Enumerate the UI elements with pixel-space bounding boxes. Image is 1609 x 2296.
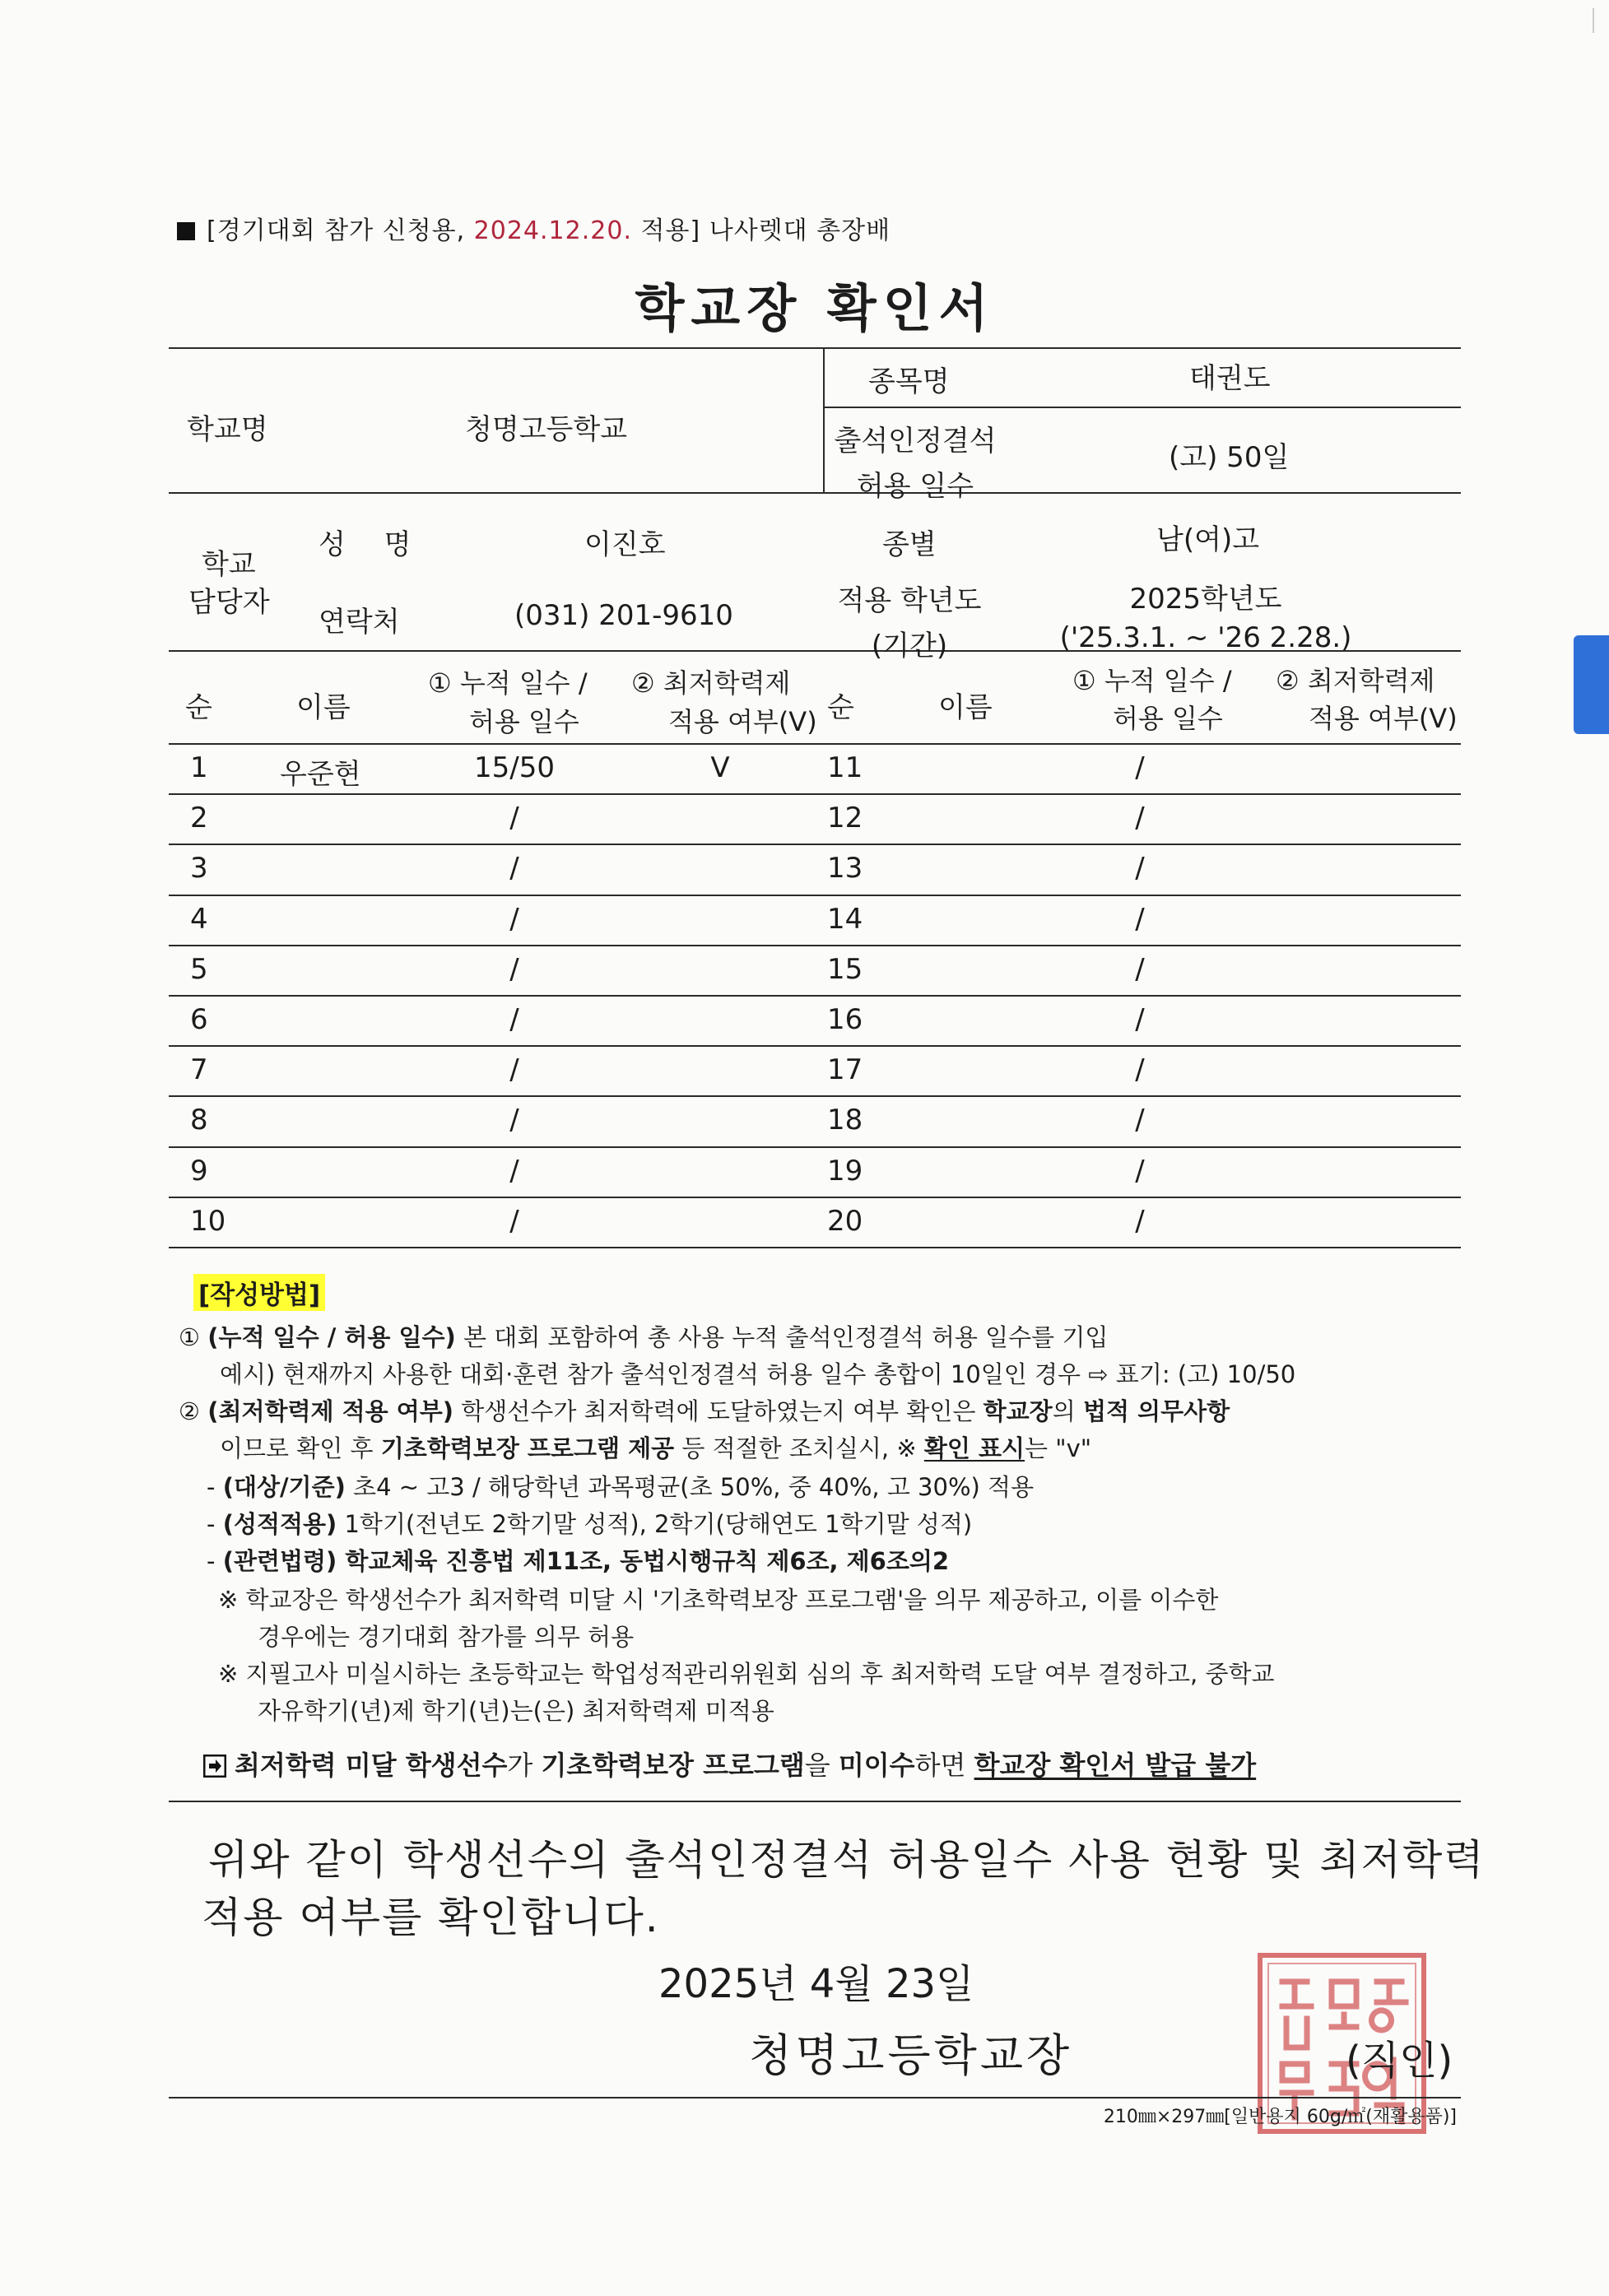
col-days-right-2: 허용 일수 (1113, 703, 1223, 734)
remark-2-line2: 자유학기(년)제 학기(년)는(은) 최저학력제 미적용 (258, 1697, 774, 1725)
name-label: 성 명 (319, 528, 426, 561)
name-value: 이진호 (584, 528, 666, 561)
col-days-left-2: 허용 일수 (469, 706, 579, 737)
seal-mark: (직인) (1346, 2038, 1453, 2084)
row-number: 10 (190, 1205, 226, 1238)
principal-name: 청명고등학교장 (749, 2029, 1073, 2081)
instruction-1: ① (누적 일수 / 허용 일수) 본 대회 포함하여 총 사용 누적 출석인정결석 허용 일수를 기입 (179, 1323, 1109, 1351)
row-number: 17 (827, 1053, 863, 1086)
absence-value: (고) 50일 (1169, 441, 1290, 474)
row-rule (169, 1146, 1461, 1148)
row-number: 11 (827, 751, 863, 784)
row-number: 2 (190, 802, 208, 834)
days-value: / (509, 1155, 519, 1188)
page-title: 학교장 확인서 (635, 278, 995, 338)
row-number: 13 (827, 852, 863, 885)
days-value: 15/50 (474, 751, 555, 784)
paper-spec: 210㎜×297㎜[일반용지 60g/㎡(재활용품)] (1103, 2107, 1457, 2127)
row-rule (169, 1197, 1461, 1198)
year-label: 적용 학년도 (기간) (837, 584, 982, 662)
days-value: / (509, 852, 519, 885)
blue-sticky-tab (1574, 635, 1609, 734)
row-rule (169, 945, 1461, 946)
days-value: / (509, 1053, 519, 1086)
type-value: 남(여)고 (1156, 523, 1260, 556)
contact-value: (031) 201-9610 (514, 599, 733, 632)
row-rule (169, 793, 1461, 795)
remark-1-line2: 경우에는 경기대회 참가를 의무 허용 (258, 1623, 635, 1651)
rule (169, 743, 1461, 745)
student-name: 우준현 (280, 758, 361, 791)
row-number: 16 (827, 1003, 863, 1036)
days-value: / (509, 1205, 519, 1238)
header-note: [경기대회 참가 신청용, 2024.12.20. 적용] 나사렛대 총장배 (177, 210, 891, 246)
apply-date: 2024.12.20. (473, 216, 632, 245)
school-name-value: 청명고등학교 (465, 413, 628, 446)
row-number: 12 (827, 802, 863, 834)
bullet-target: - (대상/기준) 초4 ~ 고3 / 해당학년 과목평균(초 50%, 중 40%, 고 30%) 적용 (207, 1473, 1035, 1501)
bullet-grades: - (성적적용) 1학기(전년도 2학기말 성적), 2학기(당해연도 1학기말 성적) (207, 1510, 973, 1538)
days-value: / (1135, 1053, 1145, 1086)
confirm-line-2: 적용 여부를 확인합니다. (202, 1894, 660, 1941)
row-rule (169, 844, 1461, 845)
manager-label-2: 담당자 (188, 586, 270, 619)
instruction-2: ② (최저학력제 적용 여부) 학생선수가 최저학력에 도달하였는지 여부 확인은 학교장의 법적 의무사항 (179, 1397, 1230, 1425)
square-bullet-icon (177, 222, 195, 240)
row-number: 6 (190, 1003, 208, 1036)
row-rule (169, 1095, 1461, 1097)
row-number: 4 (190, 903, 208, 936)
school-name-label: 학교명 (187, 413, 268, 446)
row-number: 8 (190, 1104, 208, 1136)
row-number: 5 (190, 953, 208, 986)
days-value: / (509, 1003, 519, 1036)
type-label: 종별 (882, 528, 937, 561)
remark-1-line1: ※ 학교장은 학생선수가 최저학력 미달 시 '기초학력보장 프로그램'을 의무 제공하고, 이를 이수한 (218, 1586, 1219, 1614)
row-number: 7 (190, 1053, 208, 1086)
rule (169, 2097, 1461, 2098)
arrow-box-icon (203, 1755, 226, 1778)
row-rule (169, 995, 1461, 997)
year-value: 2025학년도 ('25.3.1. ~ '26 2.28.) (1059, 583, 1352, 654)
col-min-left-2: 적용 여부(V) (668, 706, 817, 737)
days-value: / (509, 802, 519, 834)
manager-label-1: 학교 (202, 548, 256, 581)
days-value: / (1135, 852, 1145, 885)
sport-value: 태권도 (1189, 362, 1271, 395)
row-rule (169, 1247, 1461, 1248)
row-rule (169, 895, 1461, 896)
col-days-right-1: ① 누적 일수 / (1072, 665, 1232, 696)
col-min-right-2: 적용 여부(V) (1309, 703, 1458, 734)
rule (823, 407, 1461, 408)
row-number: 1 (190, 751, 208, 784)
bullet-laws: - (관련법령) 학교체육 진흥법 제11조, 동법시행규칙 제6조, 제6조의2 (207, 1547, 950, 1575)
col-name-left: 이름 (296, 691, 351, 724)
row-number: 14 (827, 903, 863, 936)
col-no-right: 순 (827, 691, 854, 724)
col-name-right: 이름 (938, 691, 993, 724)
days-value: / (1135, 903, 1145, 936)
rule (169, 1801, 1461, 1802)
days-value: / (509, 903, 519, 936)
confirmation-form (169, 0, 1486, 2296)
col-no-left: 순 (185, 691, 212, 724)
issue-date: 2025년 4월 23일 (658, 1961, 974, 2007)
days-value: / (1135, 1205, 1145, 1238)
row-number: 3 (190, 852, 208, 885)
days-value: / (509, 1104, 519, 1136)
rule (169, 347, 1461, 349)
col-days-left-1: ① 누적 일수 / (428, 667, 588, 699)
days-value: / (1135, 1003, 1145, 1036)
contact-label: 연락처 (319, 606, 400, 639)
remark-2-line1: ※ 지필고사 미실시하는 초등학교는 학업성적관리위원회 심의 후 최저학력 도달 여부 결정하고, 중학교 (218, 1660, 1275, 1688)
days-value: / (1135, 751, 1145, 784)
page-edge (1593, 8, 1609, 33)
row-number: 20 (827, 1205, 863, 1238)
instruction-1-example: 예시) 현재까지 사용한 대회·훈련 참가 출석인정결석 허용 일수 총합이 10일인 경우 ⇨ 표기: (고) 10/50 (220, 1360, 1296, 1388)
row-number: 18 (827, 1104, 863, 1136)
row-number: 19 (827, 1155, 863, 1188)
warning-line: 최저학력 미달 학생선수가 기초학력보장 프로그램을 미이수하면 학교장 확인서 발급 불가 (203, 1745, 1256, 1782)
rule (169, 492, 1461, 494)
row-rule (169, 1045, 1461, 1047)
absence-label: 출석인정결석 허용 일수 (834, 425, 997, 503)
days-value: / (1135, 953, 1145, 986)
col-min-right-1: ② 최저학력제 (1276, 665, 1435, 696)
row-number: 9 (190, 1155, 208, 1188)
confirm-line-1: 위와 같이 학생선수의 출석인정결석 허용일수 사용 현황 및 최저학력 (208, 1836, 1486, 1884)
sport-label: 종목명 (868, 365, 950, 398)
days-value: / (1135, 802, 1145, 834)
days-value: / (1135, 1155, 1145, 1188)
days-value: / (509, 953, 519, 986)
col-min-left-1: ② 최저학력제 (631, 667, 791, 699)
instructions-title: [작성방법] (193, 1274, 325, 1311)
instruction-2-line2: 이므로 확인 후 기초학력보장 프로그램 제공 등 적절한 조치실시, ※ 확인 표시는 "v" (220, 1434, 1092, 1462)
days-value: / (1135, 1104, 1145, 1136)
min-check: V (710, 751, 730, 784)
row-number: 15 (827, 953, 863, 986)
